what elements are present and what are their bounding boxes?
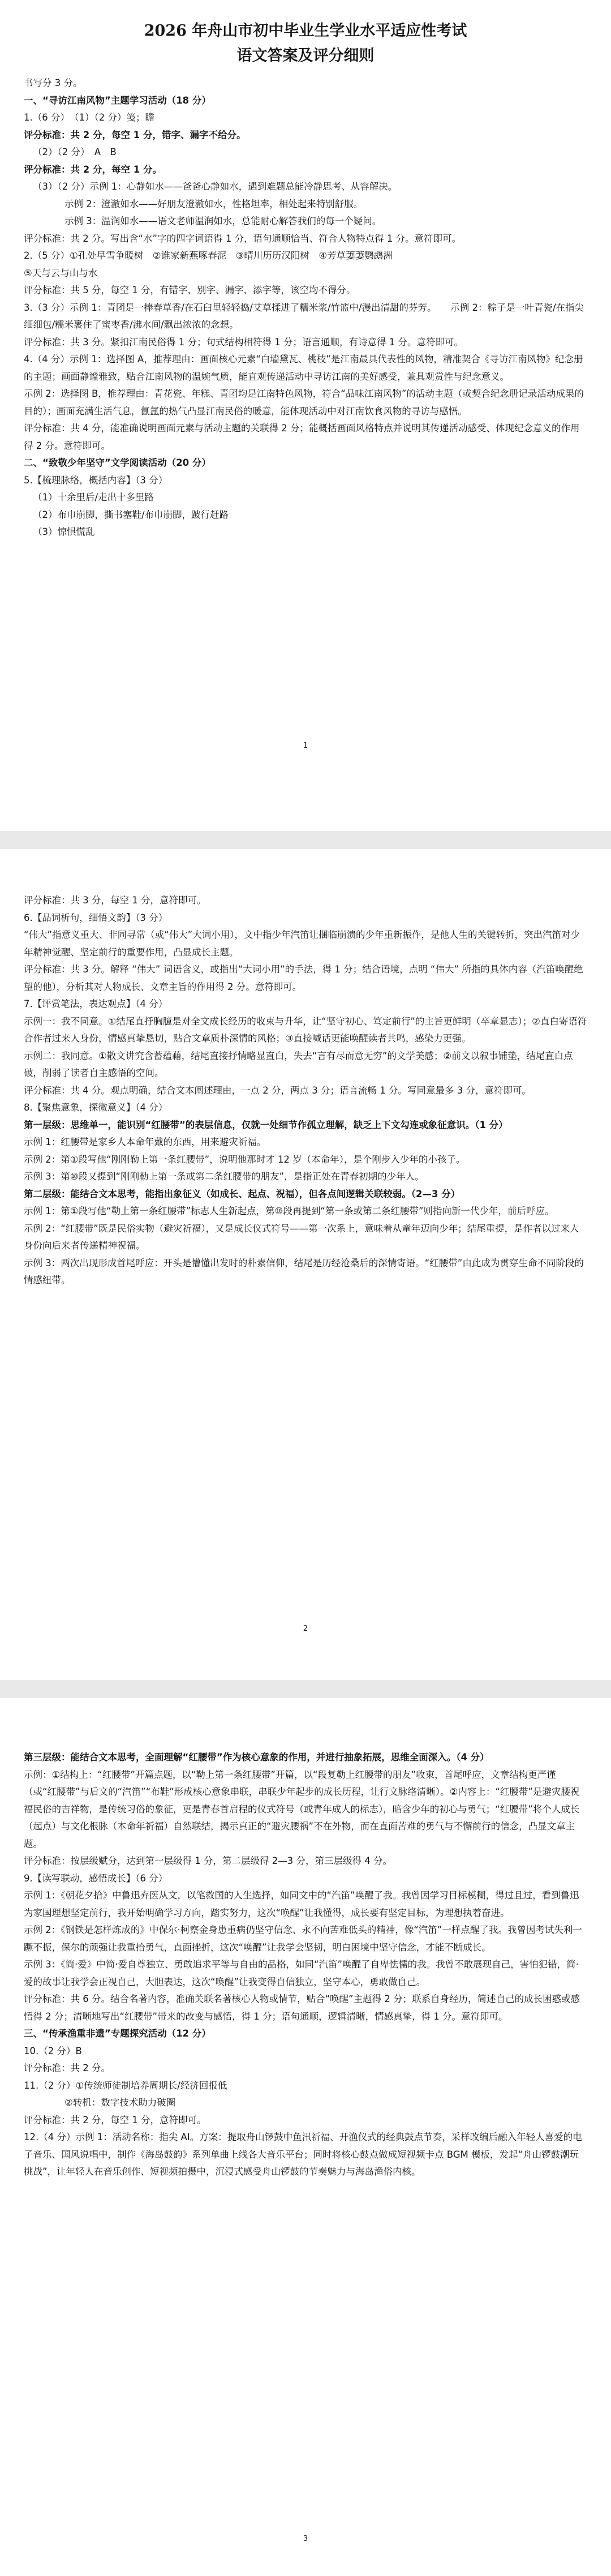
example-line: 示例 2：第①段写他“刚刚勒上第一条红腰带”，说明他那时才 12 岁（本命年），是个刚步入少年的小孩子。	[24, 1154, 466, 1165]
scoring-criteria: 评分标准：共 5 分，每空 1 分，有错字、别字、漏字、添字等，该空均不得分。	[24, 285, 356, 295]
page-number: 2	[303, 1625, 308, 1633]
example-line: 示例一：我不同意。①结尾直抒胸臆是对全文成长经历的收束与升华，让“坚守初心、笃定前行”的主旨更鲜明（卒章显志）；②直白寄语符合作者过来人身份，情感真挚恳切，贴合文章质朴深情的风格；③直接喊话更能唤醒读者共鸣，感染力更强。	[24, 1015, 587, 1044]
scoring-criteria: 评分标准：共 6 分。结合名著内容，准确关联名著核心人物或情节，贴合“唤醒”主题得 2 分；联系自身经历，简述自己的成长困惑或感悟得 2 分；清晰地写出“红腰带”带来的改变与感悟，得 1 分；语句通顺，逻辑清晰，情感真挚，得 1 分。意符即可。	[24, 1994, 580, 2022]
example-line: 示例 1：红腰带是家乡人本命年戴的东西，用来避灾祈福。	[24, 1137, 266, 1147]
question-line: 4.（4 分）示例 1：选择图 A，推荐理由：画面核心元素“白墙黛瓦、桃枝”是江南最具代表性的风物，精准契合《寻访江南风物》纪念册的主题；画面静谧雅致，贴合江南风物的温婉气质，能直观传递活动中寻访江南的美好感受，兼具观赏性与纪念意义。	[24, 354, 583, 382]
text-line: 书写分 3 分。	[24, 78, 83, 88]
question-line: 8.【聚焦意象，探微意义】（4 分）	[24, 1102, 168, 1113]
example-line: 示例 2：选择图 B，推荐理由：青花瓷、年糕、青团均是江南特色风物，符合“品味江南风物”的活动主题（或契合纪念册记录活动成果的目的）；画面充满生活气息，氤氲的热气凸显江南民俗的暖意，能体现活动中对江南饮食风物的寻访与感悟。	[24, 388, 584, 417]
example-line: 示例 3：温润如水——语文老师温润如水，总能耐心解答我们的每一个疑问。	[64, 216, 382, 226]
example-line: 示例 2：澄澈如水——好朋友澄澈如水，性格坦率，相处起来特别舒服。	[64, 198, 363, 209]
question-line: 2.（5 分）①孔处早雪争暖树 ②谁家新燕啄春泥 ③晴川历历汉阳树 ④芳草萋萋鹦鹉洲	[24, 250, 393, 261]
example-line: 示例 3：《简·爱》中简·爱自尊独立、勇敢追求平等与自由的品格，如同“汽笛”唤醒了自卑怯懦的我。我曾不敢展现自己，害怕犯错，简·爱的故事让我学会正视自己，大胆表达，这次“唤醒”让我变得自信独立，坚守本心，勇敢做自己。	[24, 1959, 579, 1987]
question-line: 11.（2 分）①传统师徒制培养周期长/经济回报低	[24, 2080, 227, 2091]
scoring-criteria: 评分标准：共 3 分。紧扣江南民俗得 1 分；句式结构相符得 1 分；语言通顺，有诗意得 1 分。意符即可。	[24, 336, 463, 348]
question-line: 5.【梳理脉络，概括内容】（3 分）	[24, 474, 168, 486]
section-heading: 一、“寻访江南风物”主题学习活动（18 分）	[24, 95, 211, 106]
example-line: 示例 1：《朝花夕拾》中鲁迅弃医从文，以笔救国的人生选择，如同文中的“汽笛”唤醒了我。我曾因学习目标模糊，得过且过，看到鲁迅为家国理想坚定前行，我开始明确学习方向，踏实努力，这次“唤醒”让我懂得，成长要有坚定目标，为理想执着奋进。	[24, 1890, 579, 1918]
example-line: 示例 2：《钢铁是怎样炼成的》中保尔·柯察金身患重病仍坚守信念、永不向苦难低头的精神，像“汽笛”一样点醒了我。我曾因考试失利一蹶不振，保尔的顽强让我重拾勇气，直面挫折，这次“唤醒”让我学会坚韧，明白困境中坚守信念，才能不断成长。	[24, 1925, 582, 1953]
level-heading: 第三层级：能结合文本思考，全面理解“红腰带”作为核心意象的作用，并进行抽象拓展，思维全面深入。（4 分）	[24, 1752, 489, 1763]
scoring-criteria: 评分标准：共 2 分，每空 1 分，意符即可。	[24, 2114, 206, 2125]
answer-line: （1）十余里后/走出十多里路	[33, 492, 154, 503]
scoring-criteria: 评分标准：按层级赋分，达到第一层级得 1 分，第二层级得 2—3 分，第三层级得 4 分。	[24, 1855, 392, 1866]
scoring-criteria: 评分标准：共 2 分，每空 1 分。	[24, 164, 162, 175]
level-heading: 第二层级：能结合文本思考，能指出象征义（如成长、起点、祝福），但各点间逻辑关联较弱。（2—3 分）	[24, 1188, 461, 1199]
question-line: 6.【品词析句，细悟文韵】（3 分）	[24, 912, 168, 923]
scoring-criteria: 评分标准：共 2 分，每空 1 分，错字、漏字不给分。	[24, 129, 246, 140]
question-line: 10.（2 分）B	[24, 2045, 82, 2056]
answer-line: “伟大”指意义重大、非同寻常（或“伟大”大词小用），文中指少年汽笛让捆临崩溃的少年重新振作，是他人生的关键转折，突出汽笛对少年精神觉醒、坚定前行的重要作用，凸显成长主题。	[24, 929, 580, 958]
section-heading: 二、“致敬少年坚守”文学阅读活动（20 分）	[24, 457, 211, 468]
example-line: 示例 3：第⑩段又提到“刚刚勒上第一条或第二条红腰带的朋友”，是指正处在青春初期的少年人。	[24, 1171, 424, 1182]
example-line: 示例 1：第①段写他“勒上第一条红腰带”标志人生新起点，第⑩段再提到“第一条或第二条红腰带”则指向新一代少年，前后呼应。	[24, 1206, 554, 1216]
scoring-criteria: 评分标准：共 3 分。解释 “伟大” 词语含义，或指出“大词小用”的手法，得 1 分；结合语境，点明 “伟大” 所指的具体内容（汽笛唤醒绝望的他），分析其对人物成长、文章主旨的作用得 2 分。意符即可。	[24, 964, 583, 992]
section-heading: 三、“传承渔重非遗”专题探究活动（12 分）	[24, 2028, 211, 2039]
answer-line: （3）惊惧慌乱	[33, 526, 95, 537]
question-line: 12.（4 分）示例 1：活动名称：指尖 AI。方案：提取舟山锣鼓中鱼汛祈福、开渔仪式的经典鼓点节奏，采样改编后融入年轻人喜爱的电子音乐、国风说唱中，制作《海岛鼓韵》系列单曲上线各大音乐平台；同时将核心鼓点做成短视频卡点 BGM 模板，发起“舟山锣鼓潮玩挑战”，让年轻人在音乐创作、短视频拍摄中，沉浸式感受舟山锣鼓的节奏魅力与海岛渔俗内核。	[24, 2132, 582, 2177]
question-line: 1.（6 分） （1）（2 分）笺；瞻	[24, 112, 154, 123]
answer-page-2	[0, 849, 611, 1680]
answer-line: （2）布巾崩脚，撕书塞鞋/布巾崩脚，跛行赶路	[33, 509, 229, 520]
scoring-criteria: 评分标准：共 3 分，每空 1 分，意符即可。	[24, 895, 206, 906]
scoring-criteria: 评分标准：共 2 分。写出含“水”字的四字词语得 1 分，语句通顺恰当、符合人物特点得 1 分。意符即可。	[24, 233, 462, 244]
page-number: 1	[303, 741, 308, 750]
answer-page-3	[0, 1698, 611, 2576]
question-line: （3）（2 分）示例 1：心静如水——爸爸心静如水，遇到难题总能冷静思考、从容解决。	[33, 181, 398, 192]
answer-line: ②转机：数字技术助力破圈	[64, 2097, 176, 2108]
question-line: 7.【评赏笔法，表达观点】（4 分）	[24, 998, 168, 1009]
example-line: 示例二：我同意。①散文讲究含蓄蕴藉，结尾直接抒情略显直白，失去“言有尽而意无穷”的文学美感；②前文以叙事铺垫，结尾直白点破，削弱了读者自主感悟的空间。	[24, 1050, 573, 1078]
answer-page-1	[0, 0, 611, 831]
page-number: 3	[303, 2535, 308, 2543]
example-line: 示例 3：两次出现形成首尾呼应：开头是懵懂出发时的朴素信仰，结尾是历经沧桑后的深情寄语。“红腰带”由此成为贯穿生命不同阶段的情感纽带。	[24, 1257, 584, 1285]
level-heading: 第一层级：思维单一，能识别“红腰带”的表层信息，仅就一处细节作孤立理解，缺乏上下文勾连或象征意识。（1 分）	[24, 1119, 508, 1130]
question-line: 3.（3 分）示例 1：青团是一捧春草香/在石臼里轻轻捣/艾草揉进了糯米浆/竹篮中/漫出清甜的芬芳。 示例 2：粽子是一叶青瓷/在指尖细细包/糯米裹住了蜜枣香/沸水间/飘出浓浓的念想。	[24, 302, 584, 330]
answer-line: ⑤天与云与山与水	[24, 267, 98, 278]
question-line: （2）（2 分） A B	[33, 147, 117, 157]
scoring-criteria: 评分标准：共 2 分。	[24, 2063, 110, 2073]
scoring-criteria: 评分标准：共 4 分，能准确说明画面元素与活动主题的关联得 2 分；能概括画面风格特点并说明其传递活动感受、体现纪念意义的作用得 2 分。意符即可。	[24, 423, 580, 451]
example-line: 示例：①结构上：“红腰带”开篇点题，以“勒上第一条红腰带”开篇，以“段复勒上红腰带的朋友”收束，首尾呼应，文章结构更严谨（或“红腰带”与后文的“汽笛”“布鞋”形成核心意象串联，串联少年起步的成长历程，让行文脉络清晰）。②内容上：“红腰带”是避灾腰祝福民俗的吉祥物，是传统习俗的象征，更是青春首启程的仪式符号（或青年成人的标志），暗含少年的初心与勇气；“红腰带”将个人成长（起点）与文化根脉（本命年祈福）自然联结，揭示真正的“避灾腰祸”不在外物，而在直面苦难的勇气与不懈前行的信念，凸显文章主题。	[24, 1769, 580, 1849]
document-subtitle: 语文答案及评分细则	[236, 47, 375, 65]
question-line: 9.【读写联动，感悟成长】（6 分）	[24, 1872, 168, 1884]
document-title: 2026 年舟山市初中毕业生学业水平适应性考试	[144, 22, 467, 40]
example-line: 示例 2：“红腰带”既是民俗实物（避灾祈福），又是成长仪式符号——第一次系上，意味着从童年迈向少年；结尾重提，是作者以过来人身份向后来者传递精神祝福。	[24, 1223, 579, 1251]
scoring-criteria: 评分标准：共 4 分。观点明确，结合文本阐述理由，一点 2 分，两点 3 分；语言流畅 1 分。写同意最多 3 分，意符即可。	[24, 1085, 531, 1096]
